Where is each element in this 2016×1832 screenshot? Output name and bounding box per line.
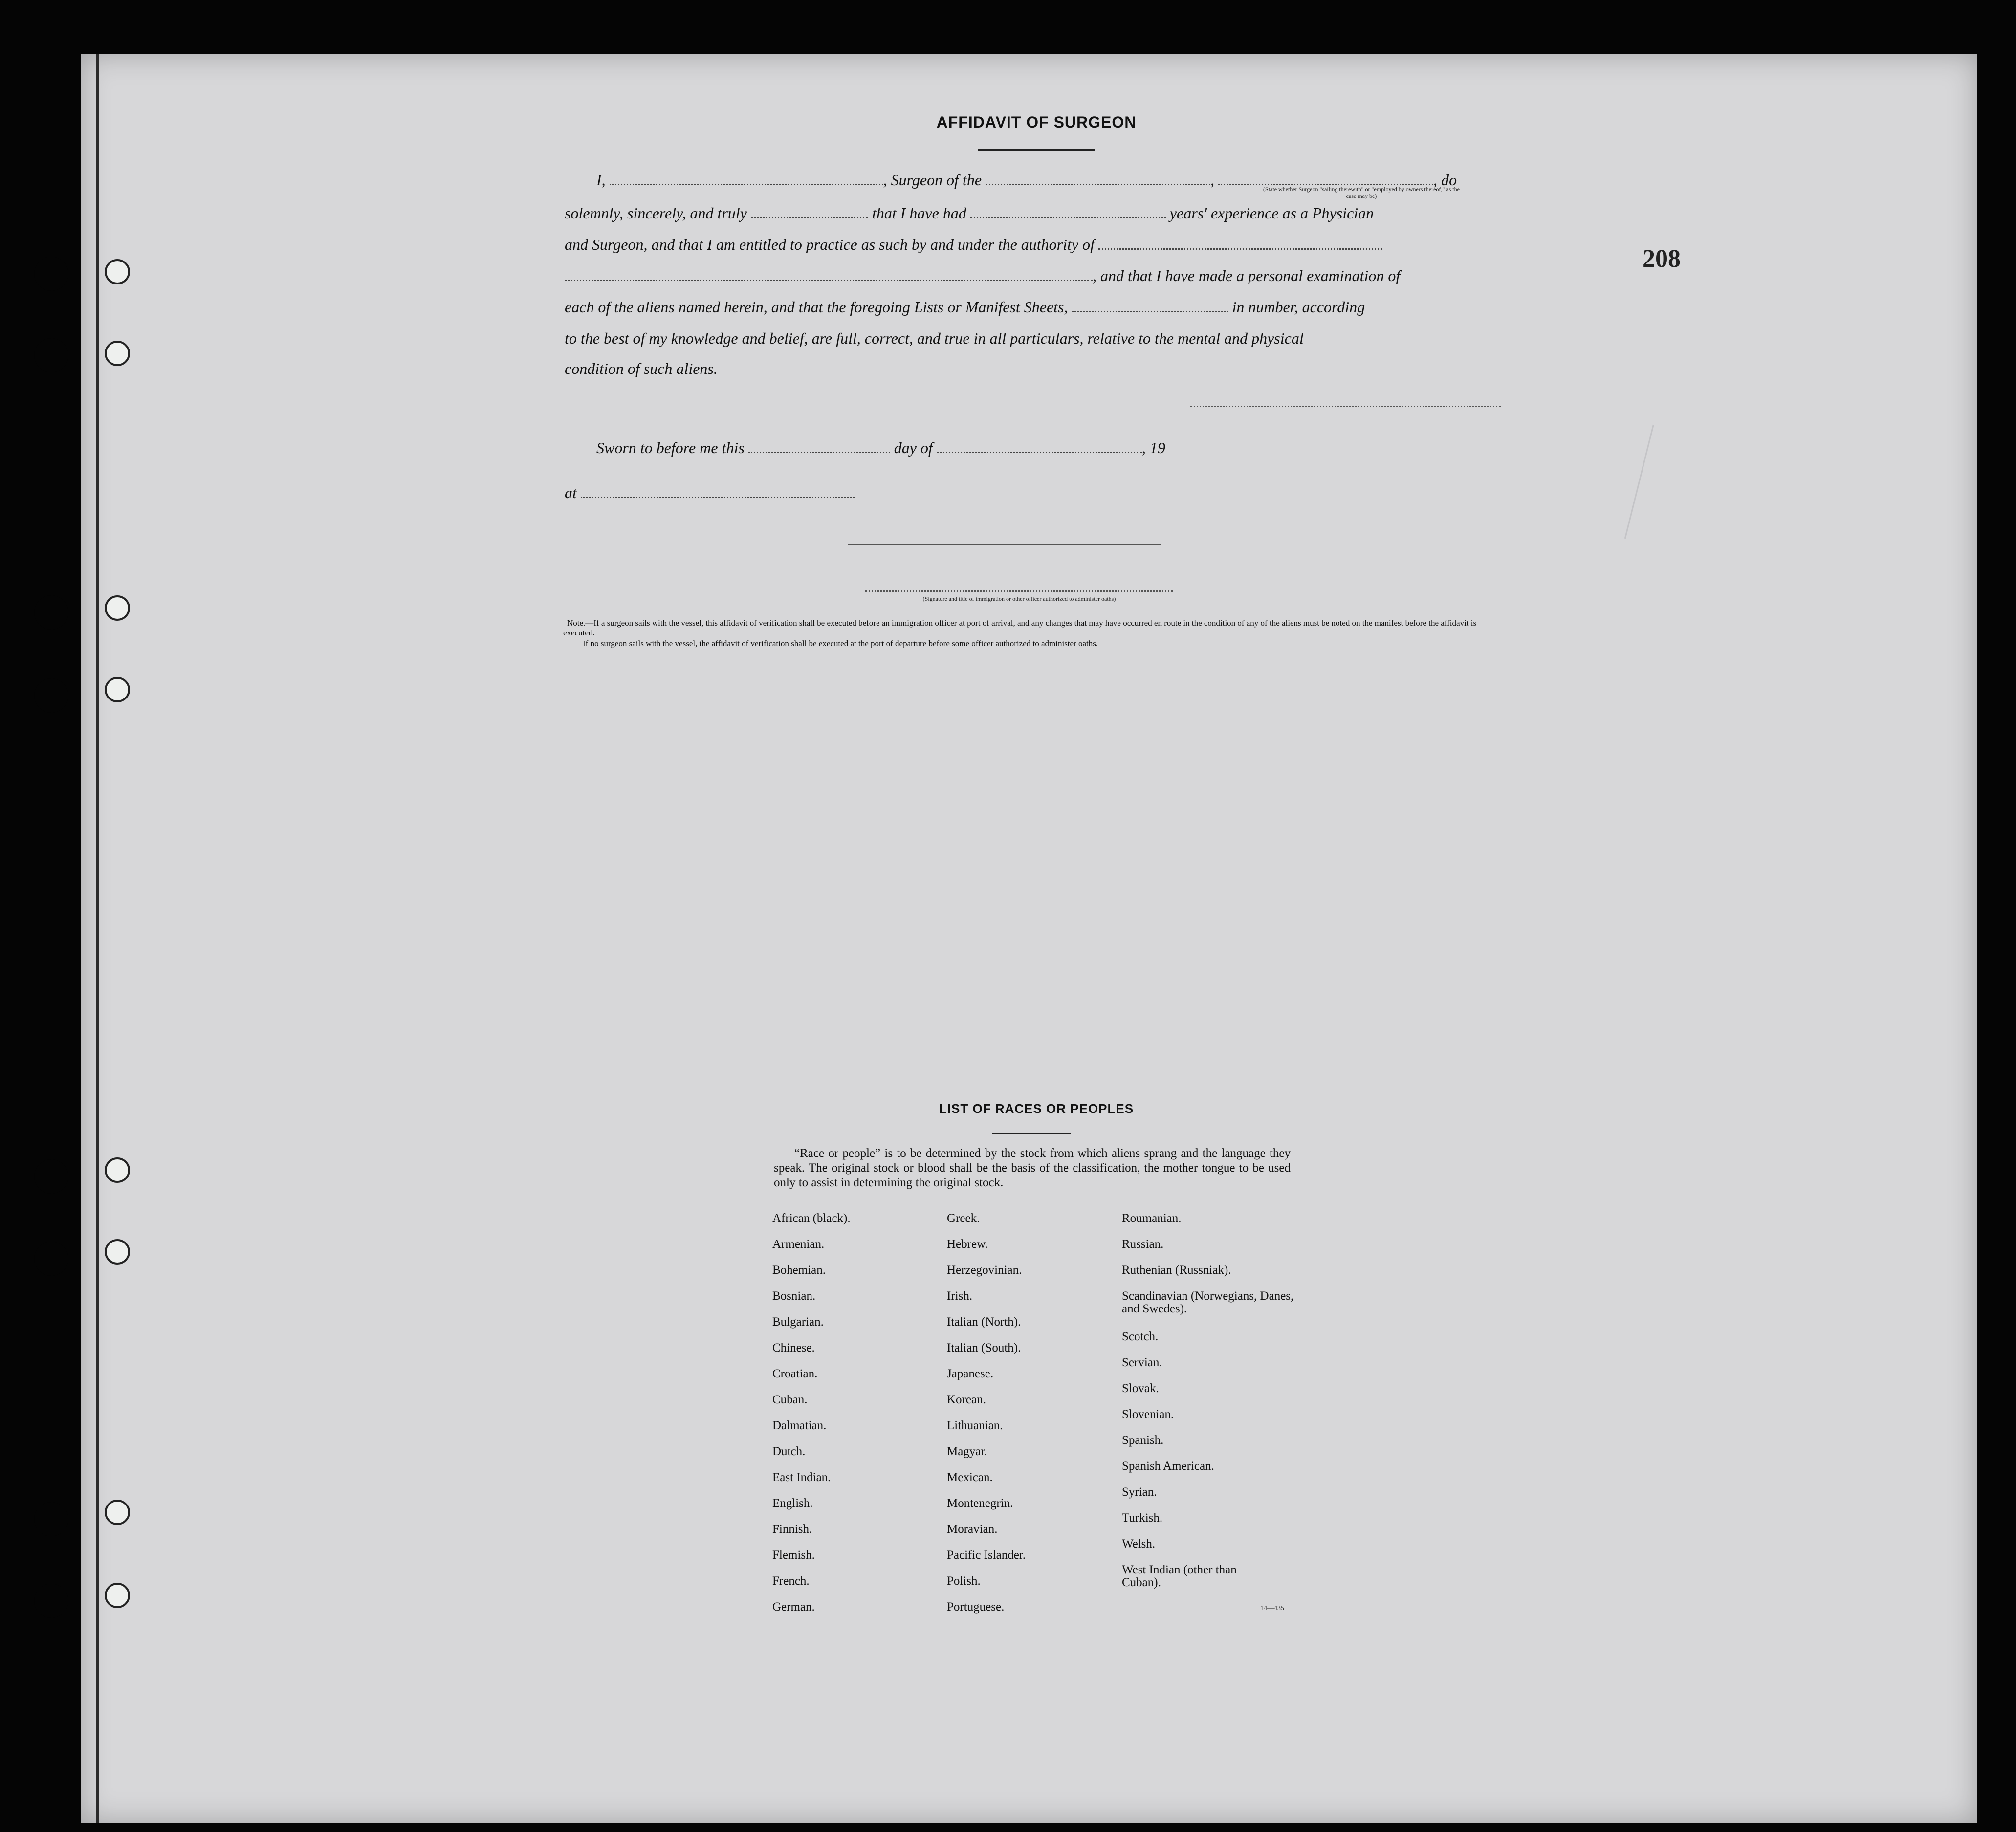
officer-signature-caption: (Signature and title of immigration or other officer authorized to administer oaths) [922,595,1116,602]
race-item: Bulgarian. [772,1315,824,1329]
race-item: East Indian. [772,1471,831,1484]
text: Sworn to before me this [596,439,745,457]
binder-hole [105,1239,130,1265]
race-item: Italian (North). [947,1315,1021,1329]
race-item: Welsh. [1122,1537,1156,1550]
binder-notch [34,257,68,291]
sworn-line [596,439,1165,457]
race-item: Polish. [947,1574,981,1588]
binder-notch [34,678,68,713]
text: each of the aliens named herein, and that the foregoing Lists or Manifest Sheets, [565,298,1068,316]
binder-hole [105,677,130,702]
officer-signature-line-upper[interactable] [848,544,1161,545]
race-item: Cuban. [772,1393,808,1406]
race-item: Servian. [1122,1356,1162,1369]
text: to the best of my knowledge and belief, are full, correct, and true in all particulars, relative to the mental and physical [565,329,1304,347]
race-item: Ruthenian (Russniak). [1122,1264,1231,1277]
race-item: Syrian. [1122,1485,1157,1499]
race-item: Spanish. [1122,1434,1164,1447]
affidavit-line-2 [565,204,1374,222]
text: in number, according [1232,298,1365,316]
at-line [565,484,855,502]
years-experience-field[interactable] [970,206,1166,218]
text: years' experience as a Physician [1169,204,1374,222]
text: and Surgeon, and that I am entitled to practice as such by and under the authority of [565,236,1095,253]
race-item: Finnish. [772,1523,812,1536]
race-item: Croatian. [772,1367,818,1380]
oath-type-field[interactable] [751,206,868,218]
race-item: Flemish. [772,1548,815,1562]
text: , do [1433,171,1457,189]
surgeon-signature-line[interactable] [1190,406,1501,407]
race-item: Scandinavian (Norwegians, Danes, and Swedes). [1122,1289,1294,1315]
race-item: English. [772,1497,813,1510]
races-title-rule [992,1133,1071,1134]
race-item: Chinese. [772,1341,815,1354]
race-item: Scotch. [1122,1330,1159,1343]
text: , Surgeon of the [883,171,982,189]
race-item: Slovenian. [1122,1408,1174,1421]
race-item: Moravian. [947,1523,998,1536]
binder-hole [105,1157,130,1183]
binder-hole [105,341,130,366]
race-item: Roumanian. [1122,1212,1182,1225]
text: day of [894,439,933,457]
surgeon-name-field[interactable] [610,173,883,185]
officer-signature-line[interactable] [865,590,1173,592]
race-item: French. [772,1574,810,1588]
stamped-page-number: 208 [1643,245,1681,273]
surgeon-status-field[interactable] [1218,173,1433,185]
race-item: Dutch. [772,1445,806,1458]
text: I, [596,171,606,189]
affidavit-line-6 [565,329,1304,348]
binder-notch [34,1502,68,1536]
race-item: Portuguese. [947,1600,1005,1614]
sworn-day-field[interactable] [748,441,890,453]
race-item: West Indian (other than Cuban). [1122,1563,1237,1589]
race-item: Italian (South). [947,1341,1021,1354]
sheet-count-field[interactable] [1072,300,1228,312]
text: , and that I have made a personal examination of [1093,267,1401,284]
sworn-place-field[interactable] [581,486,855,498]
race-item: Bosnian. [772,1289,816,1303]
binding-margin-line [96,54,99,1823]
affidavit-line-3 [565,236,1382,254]
form-code: 14—435 [1260,1605,1284,1612]
text: , [1210,171,1215,189]
binder-notch [34,338,68,372]
race-item: African (black). [772,1212,851,1225]
race-item: German. [772,1600,815,1614]
race-item: Pacific Islander. [947,1548,1026,1562]
affidavit-line-5 [565,298,1365,316]
race-item: Slovak. [1122,1382,1159,1395]
binder-hole [105,595,130,621]
race-item: Bohemian. [772,1264,826,1277]
authority-continued-field[interactable] [565,269,1093,281]
race-item: Russian. [1122,1238,1164,1251]
race-item: Dalmatian. [772,1419,827,1432]
affidavit-title-rule [978,149,1095,151]
affidavit-note: Note.—If a surgeon sails with the vessel, this affidavit of verification shall be executed before an immigration officer at port of arrival, and any changes that may have occurred en route in the condition of any of the aliens must be noted on the manifest before the affidavit is executed. [563,618,1477,637]
authority-field[interactable] [1098,238,1382,250]
race-item: Irish. [947,1289,973,1303]
race-item: Mexican. [947,1471,993,1484]
text: , 19 [1141,439,1165,457]
affidavit-note-second: If no surgeon sails with the vessel, the affidavit of verification shall be executed at the port of departure before some officer authorized to administer oaths. [583,639,1098,648]
text: at [565,484,577,502]
race-item: Herzegovinian. [947,1264,1022,1277]
affidavit-title: AFFIDAVIT OF SURGEON [936,113,1137,131]
race-item: Hebrew. [947,1238,988,1251]
race-item: Japanese. [947,1367,994,1380]
text: condition of such aliens. [565,360,718,377]
binder-notch [34,1159,68,1194]
binder-hole [105,259,130,284]
binder-notch [34,1242,68,1276]
sworn-month-field[interactable] [937,441,1142,453]
text: solemnly, sincerely, and truly [565,204,747,222]
race-item: Spanish American. [1122,1460,1214,1473]
vessel-name-field[interactable] [986,173,1210,185]
race-item: Turkish. [1122,1511,1163,1525]
binder-hole [105,1500,130,1525]
document-sheet [81,54,1977,1823]
race-item: Magyar. [947,1445,987,1458]
binder-notch [34,1584,68,1618]
race-item: Armenian. [772,1238,825,1251]
text: that I have had [872,204,966,222]
race-item: Montenegrin. [947,1497,1013,1510]
binder-notch [34,595,68,630]
races-intro: “Race or people” is to be determined by the stock from which aliens sprang and the language they speak. The original stock or blood shall be the basis of the classification, the mother tongue to be used only to assist in determining the original stock. [774,1147,1291,1189]
race-item: Greek. [947,1212,980,1225]
race-item: Korean. [947,1393,986,1406]
binder-hole [105,1583,130,1608]
races-title: LIST OF RACES OR PEOPLES [939,1101,1134,1116]
affidavit-line-4 [565,267,1400,285]
race-item: Lithuanian. [947,1419,1003,1432]
surgeon-status-caption: (State whether Surgeon "sailing therewith" or "employed by owners thereof," as the case may be) [1263,186,1460,199]
affidavit-line-7 [565,360,718,378]
